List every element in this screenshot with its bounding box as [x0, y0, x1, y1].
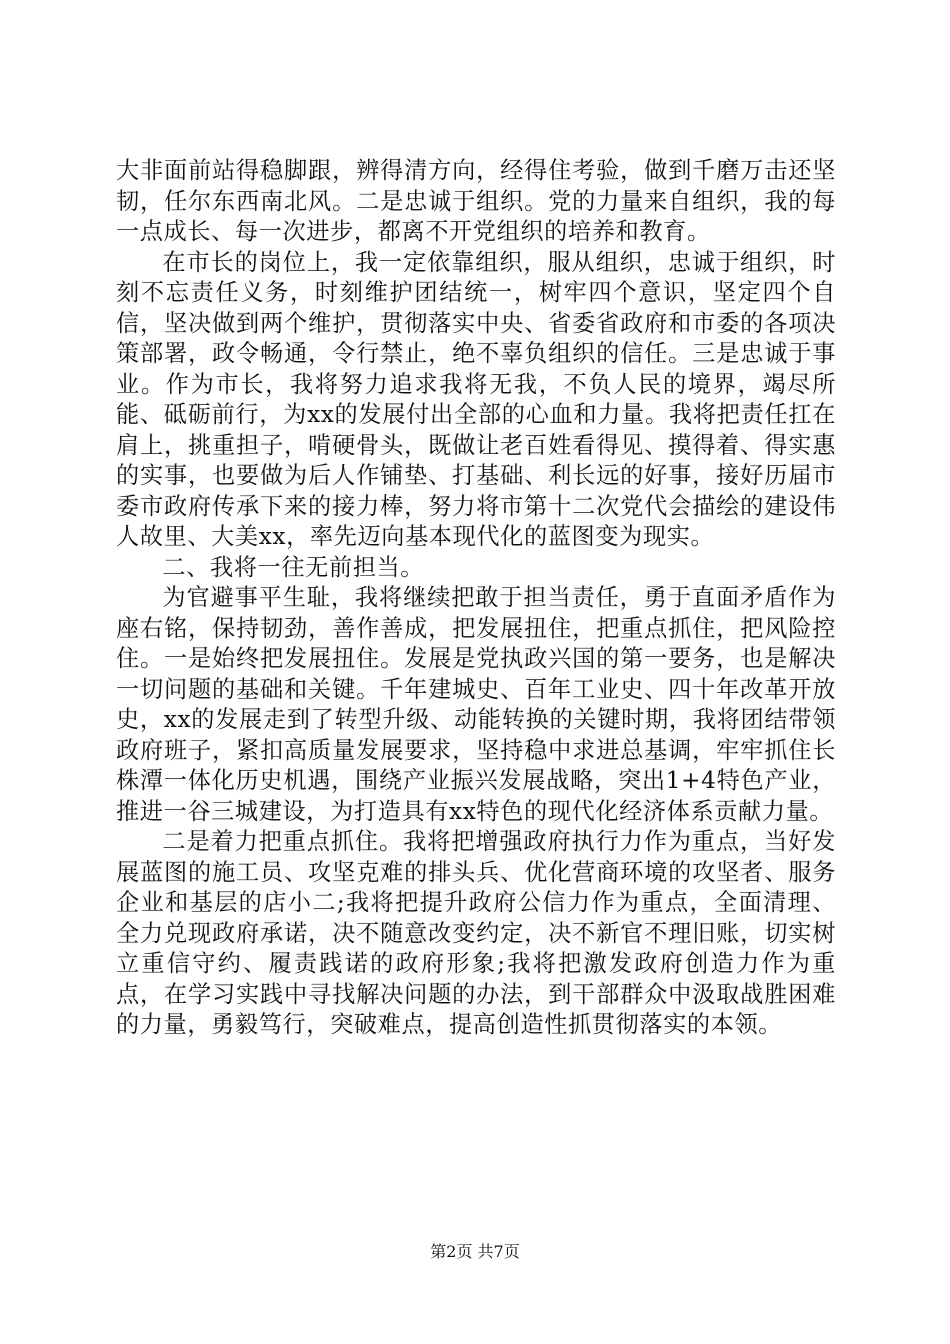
paragraph-4: 二是着力把重点抓住。我将把增强政府执行力作为重点，当好发展蓝图的施工员、攻坚克难的排头兵、优化营商环境的攻坚者、服务企业和基层的店小二;我将把提升政府公信力作为重点，全面清理、全力兑现政府承诺，决不随意改变约定，决不新官不理旧账，切实树立重信守约、履责践诺的政府形象;我将把激发政府创造力作为重点，在学习实践中寻找解决问题的办法，到干部群众中汲取战胜困难的力量，勇毅笃行，突破难点，提高创造性抓贯彻落实的本领。	[116, 828, 836, 1038]
paragraph-3: 为官避事平生耻，我将继续把敢于担当责任，勇于直面矛盾作为座右铭，保持韧劲，善作善成，把发展扭住，把重点抓住，把风险控住。一是始终把发展扭住。发展是党执政兴国的第一要务，也是解决一切问题的基础和关键。千年建城史、百年工业史、四十年改革开放史，xx的发展走到了转型升级、动能转换的关键时期，我将团结带领政府班子，紧扣高质量发展要求，坚持稳中求进总基调，牢牢抓住长株潭一体化历史机遇，围绕产业振兴发展战略，突出1+4特色产业，推进一谷三城建设，为打造具有xx特色的现代化经济体系贡献力量。	[116, 584, 836, 825]
document-body	[116, 156, 836, 1041]
page-footer: 第2页 共7页	[430, 1242, 520, 1261]
paragraph-1: 大非面前站得稳脚跟，辨得清方向，经得住考验，做到千磨万击还坚韧，任尔东西南北风。二是忠诚于组织。党的力量来自组织，我的每一点成长、每一次进步，都离不开党组织的培养和教育。	[116, 157, 836, 245]
paragraph-2: 在市长的岗位上，我一定依靠组织，服从组织，忠诚于组织，时刻不忘责任义务，时刻维护团结统一，树牢四个意识，坚定四个自信，坚决做到两个维护，贯彻落实中央、省委省政府和市委的各项决策部署，政令畅通，令行禁止，绝不辜负组织的信任。三是忠诚于事业。作为市长，我将努力追求我将无我，不负人民的境界，竭尽所能、砥砺前行，为xx的发展付出全部的心血和力量。我将把责任扛在肩上，挑重担子，啃硬骨头，既做让老百姓看得见、摸得着、得实惠的实事，也要做为后人作铺垫、打基础、利长远的好事，接好历届市委市政府传承下来的接力棒，努力将市第十二次党代会描绘的建设伟人故里、大美xx，率先迈向基本现代化的蓝图变为现实。	[116, 248, 836, 550]
section-heading: 二、我将一往无前担当。	[162, 553, 425, 581]
